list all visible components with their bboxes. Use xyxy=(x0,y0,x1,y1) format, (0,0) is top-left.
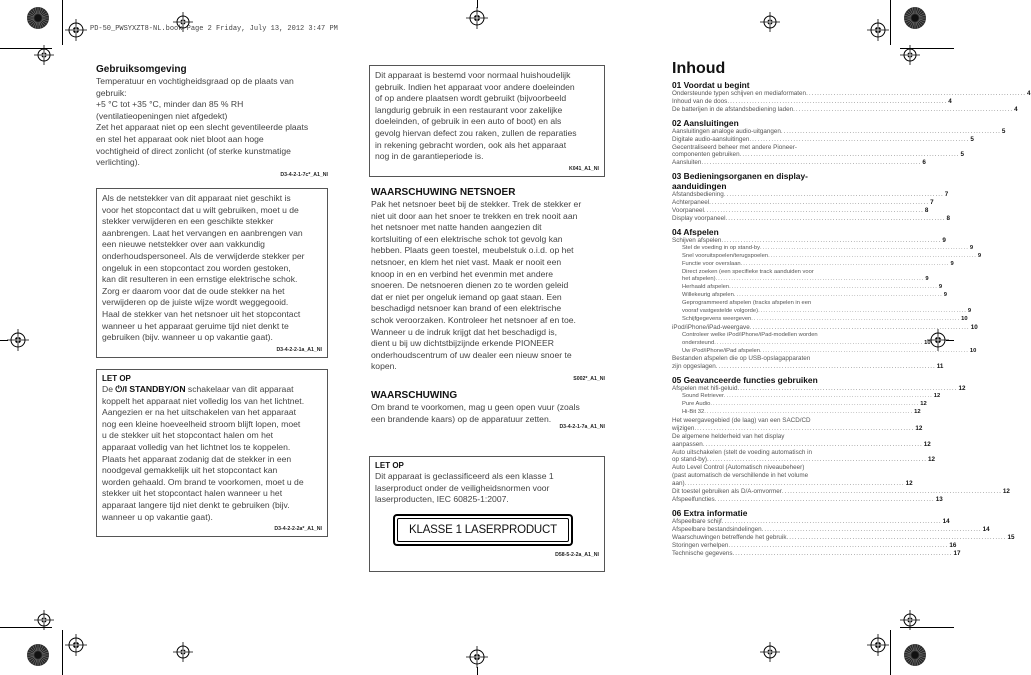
toc-entry-text: iPod/iPhone/iPad-weergave xyxy=(672,323,750,331)
registration-mark-icon xyxy=(867,19,889,41)
toc-leader-dots: ................................................................................ xyxy=(761,525,982,533)
toc-leader-dots: ................................................................................ xyxy=(702,440,923,448)
toc-leader-dots: ................................................................................ xyxy=(714,339,924,346)
laser-class-label xyxy=(393,514,573,546)
gebruiksomgeving-code: D3-4-2-1-7c*_A1_Nl xyxy=(280,171,328,178)
toc-entry-text: Schijfgegevens weergeven xyxy=(682,315,752,322)
toc-section-heading: 02 Aansluitingen xyxy=(672,117,739,128)
text-line: stekker uit het stopcontact halen wanneer u het xyxy=(102,488,283,499)
toc-entry[interactable] xyxy=(672,464,913,488)
toc-page-number: 9 xyxy=(950,260,954,267)
text-line: onderhoudscentrum of uw dealer een nieuw snoer te xyxy=(371,349,572,360)
text-line: apparaat langere tijd niet denkt te gebruiken (bijv. xyxy=(102,499,290,510)
text-line: ongeluk in een stopcontact zou worden gestoken, xyxy=(102,262,291,273)
toc-section-heading-cont: aanduidingen xyxy=(672,181,727,192)
toc-page-number: 10 xyxy=(924,339,931,346)
toc-leader-dots: ................................................................................ xyxy=(707,456,927,464)
toc-leader-dots: ................................................................................ xyxy=(727,97,948,105)
toc-entry[interactable] xyxy=(672,315,968,324)
toc-entry-text: Afspeelbare bestandsindelingen xyxy=(672,525,762,533)
toc-section-heading: 01 Voordat u begint xyxy=(672,80,750,90)
toc-section-heading: 03 Bedieningsorganen en display- xyxy=(672,171,808,182)
crop-line xyxy=(62,630,63,675)
toc-entry-text: Dit toestel gebruiken als D/A-omvormer xyxy=(672,488,782,496)
toc-entry[interactable] xyxy=(672,260,954,269)
toc-entry-text-start: Auto uitschakelen (stelt de voeding automatisch in xyxy=(672,448,813,456)
toc-entry-text: op stand-by) xyxy=(672,456,708,464)
toc-entry-text: De batterijen in de afstandsbediening laden xyxy=(672,105,794,113)
toc-page-number: 12 xyxy=(1002,488,1010,496)
toc-leader-dots: ................................................................................ xyxy=(723,191,944,199)
toc-entry[interactable] xyxy=(672,127,1006,136)
toc-page-number: 5 xyxy=(970,135,974,143)
toc-leader-dots: ................................................................................ xyxy=(739,151,960,159)
text-line: wanneer u op vakantie gaat). xyxy=(102,511,213,522)
text-line: doeleinden, of gebruik in een auto of boot) en als xyxy=(375,116,562,127)
toc-page-number: 6 xyxy=(922,159,926,167)
crop-line xyxy=(477,667,478,675)
power-icon: ⏻ xyxy=(115,384,123,394)
toc-page-number: 14 xyxy=(982,525,990,533)
standby-on-label: /I STANDBY/ON xyxy=(122,384,186,394)
toc-page-number: 5 xyxy=(1001,127,1006,135)
crop-line xyxy=(0,340,8,341)
text-line: gebruik: xyxy=(96,87,127,98)
text-line: u de stekker uit het stopcontact halen om het xyxy=(102,430,274,441)
toc-page-number: 12 xyxy=(933,393,941,400)
toc-leader-dots: ................................................................................ xyxy=(737,385,958,393)
toc-leader-dots: ................................................................................ xyxy=(684,480,905,488)
text-line: voor het stopcontact dat u wilt gebruiken, moet u de xyxy=(102,204,299,215)
toc-entry[interactable] xyxy=(672,244,974,253)
text-line: Zorg er daarom voor dat de oude stekker na het xyxy=(102,285,285,296)
toc-page-number: 12 xyxy=(958,385,966,393)
toc-leader-dots: ................................................................................ xyxy=(749,323,970,331)
toc-entry-text: Willekeurig afspelen xyxy=(682,292,734,299)
toc-entry[interactable] xyxy=(672,252,982,261)
toc-entry-text: Afspelen met hifi-geluid xyxy=(672,385,738,393)
registration-mark-icon xyxy=(466,646,488,668)
text-line: verlichting). xyxy=(96,157,140,168)
netsnoer-text xyxy=(371,199,605,373)
toc-entry-text-start: (past automatisch de verschillende in het volume xyxy=(672,472,809,480)
toc-entry-text: Voorpaneel xyxy=(672,207,704,215)
toc-entry-text: het afspelen) xyxy=(682,276,716,283)
toc-entry[interactable] xyxy=(672,401,927,409)
toc-entry[interactable] xyxy=(672,385,966,393)
netsnoer-section xyxy=(371,186,605,382)
toc-entry-text: zijn opgeslagen xyxy=(672,363,716,371)
toc-entry[interactable] xyxy=(672,143,965,160)
text-line: verwijderen op de juiste wijze wordt weggegooid. xyxy=(102,297,289,308)
toc-entry[interactable] xyxy=(672,409,921,417)
stekker-code: D3-4-2-2-1a_A1_Nl xyxy=(276,346,322,353)
toc-entry-text: vooraf vastgestelde volgorde) xyxy=(682,308,759,315)
toc-leader-dots: ................................................................................ xyxy=(721,236,942,244)
waarschuwing-heading: WAARSCHUWING xyxy=(371,390,458,401)
toc-page-number: 10 xyxy=(970,323,978,331)
letop-first-line xyxy=(102,384,322,396)
text-line: netsnoer, en klem het niet vast. Maak er nooit een xyxy=(371,256,562,267)
toc-leader-dots: ................................................................................ xyxy=(715,363,936,371)
toc-entry-text: wijzigen xyxy=(672,424,695,432)
letop-standby-box xyxy=(96,369,328,537)
toc-entry[interactable] xyxy=(672,135,974,144)
color-bar-icon xyxy=(27,644,49,666)
text-line: +5 °C tot +35 °C, minder dan 85 % RH xyxy=(96,99,244,110)
text-line: Wanneer u de indruk krijgt dat het beschadigd is, xyxy=(371,326,557,337)
crop-line xyxy=(900,48,954,49)
toc-entry[interactable] xyxy=(672,90,1031,98)
toc-page-number: 9 xyxy=(938,284,943,291)
text-line: Temperatuur en vochtigheidsgraad op de plaats van xyxy=(96,76,294,86)
waarschuwing-code: D3-4-2-1-7a_A1_Nl xyxy=(559,424,605,431)
toc-entry[interactable] xyxy=(672,292,947,300)
text-line: Aangezien er na het uitschakelen van het apparaat xyxy=(102,407,296,418)
registration-mark-icon xyxy=(65,634,87,656)
toc-entry-text: Schijven afspelen xyxy=(672,236,722,244)
toc-entry[interactable] xyxy=(672,191,949,199)
toc-leader-dots: ................................................................................ xyxy=(704,409,914,415)
text-line: worden gehaald. Om brand te voorkomen, moet u de xyxy=(102,476,304,487)
toc-page-number: 12 xyxy=(927,456,935,464)
letop-text xyxy=(102,396,322,524)
toc-page-number: 12 xyxy=(923,440,931,448)
text-line: in rekening gebracht worden, ook als het apparaat xyxy=(375,139,567,150)
toc-section-heading: 06 Extra informatie xyxy=(672,507,748,518)
toc-page-number: 9 xyxy=(977,252,982,259)
netsnoer-heading: WAARSCHUWING NETSNOER xyxy=(371,187,516,198)
toc-page-number: 14 xyxy=(942,517,950,525)
toc-entry[interactable] xyxy=(672,541,957,550)
toc-entry-text: componenten gebruiken xyxy=(672,151,740,159)
toc-page-number: 12 xyxy=(914,409,921,415)
toc-entry-text: Hi-Bit 32 xyxy=(682,409,705,415)
toc-leader-dots: ................................................................................ xyxy=(760,244,969,251)
text-line: dient u bij uw dichtstbijzijnde erkende PIONEER xyxy=(371,338,554,349)
toc-entry-text: Pure Audio xyxy=(682,401,711,408)
toc-entry-text-start: De algemene helderheid van het display xyxy=(672,432,785,440)
toc-entry-text: ondersteund xyxy=(682,339,715,346)
toc-page-number: 12 xyxy=(905,480,913,488)
toc-entry[interactable] xyxy=(672,448,935,465)
toc-entry-text: Afspeelfuncties xyxy=(672,495,715,503)
toc-leader-dots: ................................................................................ xyxy=(806,90,1027,97)
color-bar-icon xyxy=(904,644,926,666)
text-line: niet uit door aan het snoer te trekken en trek nooit aan xyxy=(371,210,578,221)
toc-leader-dots: ................................................................................ xyxy=(709,199,930,207)
text-line: hebben. Plaats geen toestel, meubelstuk o.i.d. op het xyxy=(371,245,574,256)
letop-code: D3-4-2-2-2a*_A1_Nl xyxy=(274,526,322,533)
toc-leader-dots: ................................................................................ xyxy=(768,252,977,259)
toc-leader-dots: ................................................................................ xyxy=(715,276,925,283)
toc-entry-text-start: Bestanden afspelen die op USB-opslagapparaten xyxy=(672,355,811,363)
toc-entry-text: Functie voor overslaan xyxy=(682,260,741,267)
text-line: (ventilatieopeningen niet afgedekt) xyxy=(96,110,228,121)
toc-entry[interactable] xyxy=(672,432,931,449)
text-line: aanbrengen. Laat het vervangen en aanbrengen van xyxy=(102,227,303,238)
toc-entry[interactable] xyxy=(672,331,931,348)
text-line: Om brand te voorkomen, mag u geen open vuur (zoals xyxy=(371,402,580,412)
crop-line xyxy=(477,0,478,8)
toc-leader-dots: ................................................................................ xyxy=(703,207,924,215)
toc-page-number: 15 xyxy=(1007,533,1015,541)
toc-entry-text-start: Controleer welke iPod/iPhone/iPad-modellen worden xyxy=(682,331,818,338)
toc-title: Inhoud xyxy=(672,60,726,77)
registration-mark-icon xyxy=(760,12,780,32)
toc-entry[interactable] xyxy=(672,525,990,534)
toc-leader-dots: ................................................................................ xyxy=(701,159,922,167)
text-line: Pak het netsnoer beet bij de stekker. Trek de stekker er xyxy=(371,199,582,209)
text-line: koppelt het apparaat niet volledig los van het lichtnet. xyxy=(102,395,305,406)
text-line: nog een kleine hoeveelheid stroom blijft lopen, moet xyxy=(102,418,301,429)
toc-entry-text-start: Het weergavegebied (de laag) van een SACD/CD xyxy=(672,416,811,424)
text-line: apparaat volledig van het lichtnet los te koppelen. xyxy=(102,441,291,452)
crop-line xyxy=(946,340,954,341)
toc-page-number: 4 xyxy=(1014,105,1018,113)
toc xyxy=(672,60,1031,557)
toc-page-number: 10 xyxy=(961,315,968,322)
toc-entry-text: Technische gegevens xyxy=(672,549,733,557)
toc-entry[interactable] xyxy=(672,393,941,401)
toc-entry-text-start: Auto Level Control (Automatisch niveaubeheer) xyxy=(672,464,805,472)
crop-line xyxy=(62,0,63,45)
toc-leader-dots: ................................................................................ xyxy=(751,315,961,322)
toc-entry-text: aan) xyxy=(672,480,685,488)
toc-entry-text-start: Direct zoeken (een specifieke track aanduiden voor xyxy=(682,268,814,275)
text-line: of op andere plaatsen wordt gebruikt (bijvoorbeeld xyxy=(375,93,567,104)
crop-line xyxy=(0,48,52,49)
toc-page-number: 17 xyxy=(953,549,961,557)
toc-entry-text: Aansluiten xyxy=(672,159,702,167)
text-line: laserproducten, IEC 60825-1:2007. xyxy=(375,494,509,505)
laser-class-text: KLASSE 1 LASERPRODUCT xyxy=(397,518,569,542)
toc-entry[interactable] xyxy=(672,207,929,215)
toc-page-number: 12 xyxy=(920,401,927,408)
text-line: noodgeval gemakkelijk uit het stopcontact kan xyxy=(102,465,278,476)
crop-line xyxy=(900,627,954,628)
letop-title: LET OP xyxy=(102,374,131,383)
toc-leader-dots: ................................................................................ xyxy=(758,308,967,315)
toc-page-number: 9 xyxy=(943,292,947,299)
text-line: knoop in en en verbind het evenmin met andere xyxy=(371,268,554,279)
text-line: kan dit resulteren in een ernstige elektrische schok. xyxy=(102,274,298,285)
toc-entry[interactable] xyxy=(672,268,929,285)
toc-page-number: 9 xyxy=(967,308,972,315)
laser-title: LET OP xyxy=(375,461,404,470)
toc-leader-dots: ................................................................................ xyxy=(723,393,933,400)
toc-page-number: 10 xyxy=(969,347,977,354)
toc-body xyxy=(672,80,1031,557)
toc-entry-text: Afstandsbediening xyxy=(672,191,724,199)
toc-entry[interactable] xyxy=(672,517,950,526)
toc-leader-dots: ................................................................................ xyxy=(732,549,953,557)
book-header: PD-50_PWSYXZT8-NL.book Page 2 Friday, July 13, 2012 3:47 PM xyxy=(90,25,338,33)
left-column xyxy=(96,64,328,178)
text-line: het netsnoer met natte handen aangezien dit xyxy=(371,222,542,233)
toc-leader-dots: ................................................................................ xyxy=(780,127,1001,135)
laser-text xyxy=(375,471,599,506)
toc-page-number: 9 xyxy=(942,236,946,244)
toc-leader-dots: ................................................................................ xyxy=(793,105,1014,113)
laser-code: D58-5-2-2a_A1_Nl xyxy=(555,551,599,558)
toc-leader-dots: ................................................................................ xyxy=(781,488,1002,496)
gebruiksomgeving-heading: Gebruiksomgeving xyxy=(96,64,187,75)
text-line: onderhoudspersoneel. Als de verwijderde stekker per xyxy=(102,250,305,261)
toc-page-number: 9 xyxy=(969,244,974,251)
text-line: nog in de garantieperiode is. xyxy=(375,151,484,162)
toc-entry[interactable] xyxy=(672,284,943,292)
toc-page-number: 7 xyxy=(930,199,934,207)
text-line: Zet het apparaat niet op een slecht geventileerde plaats xyxy=(96,122,309,133)
crop-line xyxy=(0,627,52,628)
toc-leader-dots: ................................................................................ xyxy=(749,135,970,143)
toc-leader-dots: ................................................................................ xyxy=(728,541,949,549)
text-line: wanneer u het apparaat geruime tijd niet denkt te xyxy=(102,320,289,331)
text-line: gebruik. Indien het apparaat voor andere doeleinden xyxy=(375,81,575,92)
toc-entry[interactable] xyxy=(672,488,1010,496)
toc-entry-text-start: Geprogrammeerd afspelen (tracks afspelen in een xyxy=(682,300,812,307)
crop-line xyxy=(890,630,891,675)
text-line: gebruiken (bijv. wanneer u op vakantie gaat). xyxy=(102,332,273,343)
toc-leader-dots: ................................................................................ xyxy=(725,214,946,222)
toc-entry-text: Sound Retriever xyxy=(682,393,724,400)
toc-leader-dots: ................................................................................ xyxy=(729,284,938,291)
toc-leader-dots: ................................................................................ xyxy=(786,533,1007,541)
toc-section-heading: 05 Geavanceerde functies gebruiken xyxy=(672,375,818,386)
toc-entry-text: Herhaald afspelen xyxy=(682,284,730,291)
registration-mark-icon xyxy=(760,642,780,662)
toc-page-number: 8 xyxy=(924,207,929,215)
toc-entry-text: Ondersteunde typen schijven en mediaformaten xyxy=(672,90,807,97)
bestemd-box xyxy=(369,65,605,177)
toc-entry-text: Aansluitingen analoge audio-uitgangen xyxy=(672,127,781,135)
text-line: een nieuwe netstekker over aan vakkundig xyxy=(102,239,265,250)
waarschuwing-text xyxy=(371,402,605,425)
text-line: dat er niet per ongeluk iemand op gaat staan. Een xyxy=(371,291,562,302)
netsnoer-code: S002*_A1_Nl xyxy=(573,375,605,382)
toc-entry[interactable] xyxy=(672,199,934,207)
toc-entry-text: Afspeelbare schijf xyxy=(672,517,722,525)
text-line: Dit apparaat is geclassificeerd als een klasse 1 xyxy=(375,471,554,481)
letop-first-pre: De xyxy=(102,384,116,394)
toc-entry[interactable] xyxy=(672,300,972,316)
toc-page-number: 4 xyxy=(1027,90,1031,97)
toc-entry-text: Stel de voeding in op stand-by xyxy=(682,244,760,251)
color-bar-icon xyxy=(27,7,49,29)
toc-entry[interactable] xyxy=(672,549,961,558)
text-line: stekker verwijderen en een geschikte stekker xyxy=(102,216,274,227)
toc-entry-text: Digitale audio-aansluitingen xyxy=(672,135,750,143)
toc-entry[interactable] xyxy=(672,355,944,371)
text-line: Als de netstekker van dit apparaat niet geschikt is xyxy=(102,193,291,203)
toc-page-number: 5 xyxy=(960,151,965,159)
text-line: Haal de stekker van het netsnoer uit het stopcontact xyxy=(102,308,301,319)
toc-entry[interactable] xyxy=(672,105,1018,114)
stekker-box xyxy=(96,188,328,358)
registration-mark-icon xyxy=(173,12,193,32)
text-line: en stel het apparaat ook niet bloot aan hoge xyxy=(96,133,264,144)
waarschuwing-section xyxy=(371,389,605,430)
registration-mark-icon xyxy=(65,19,87,41)
toc-leader-dots: ................................................................................ xyxy=(694,424,915,432)
bestemd-code: K041_A1_Nl xyxy=(569,165,599,172)
toc-entry-text: Snel vooruitspoelen/terugspoelen xyxy=(682,252,769,259)
toc-entry[interactable] xyxy=(672,416,923,433)
toc-entry[interactable] xyxy=(672,236,946,245)
bestemd-text xyxy=(375,70,599,163)
text-line: kortsluiting of een elektrische schok tot gevolg kan xyxy=(371,233,563,244)
stekker-text xyxy=(102,193,322,344)
registration-mark-icon xyxy=(867,634,889,656)
toc-entry[interactable] xyxy=(672,533,1015,542)
toc-entry-text: Display voorpaneel xyxy=(672,214,726,222)
toc-entry[interactable] xyxy=(672,214,951,223)
text-line: schok veroorzaken. Kontroleer het netsnoer af en toe. xyxy=(371,314,576,325)
toc-page-number: 9 xyxy=(925,276,929,283)
text-line: laserproduct onder de veiligheidsnormen voor xyxy=(375,482,550,493)
toc-entry-text: aanpassen xyxy=(672,440,703,448)
toc-page-number: 7 xyxy=(944,191,949,199)
toc-leader-dots: ................................................................................ xyxy=(733,292,943,299)
text-line: Plaats het apparaat zodanig dat de stekker in een xyxy=(102,453,292,464)
text-line: snoeren. De netsnoeren dienen zo te worden geleid xyxy=(371,280,569,291)
toc-entry[interactable] xyxy=(672,323,978,332)
toc-entry-text: Storingen verhelpen xyxy=(672,541,729,549)
toc-entry-text: Uw iPod/iPhone/iPad afspelen xyxy=(682,347,760,354)
toc-entry-text-start: Gecentraliseerd beheer met andere Pioneer- xyxy=(672,143,797,151)
toc-entry-text: Waarschuwingen betreffende het gebruik xyxy=(672,533,787,541)
toc-page-number: 12 xyxy=(915,424,923,432)
registration-mark-icon xyxy=(466,7,488,29)
crop-line xyxy=(890,0,891,45)
text-line: vochtigheid of direct zonlicht (of sterke kunstmatige xyxy=(96,145,291,156)
toc-leader-dots: ................................................................................ xyxy=(721,517,942,525)
toc-leader-dots: ................................................................................ xyxy=(710,401,920,408)
laser-box xyxy=(369,456,605,572)
toc-entry[interactable] xyxy=(672,159,926,167)
toc-leader-dots: ................................................................................ xyxy=(760,347,969,354)
toc-leader-dots: ................................................................................ xyxy=(714,495,935,503)
toc-page-number: 11 xyxy=(936,363,944,371)
toc-entry[interactable] xyxy=(672,347,977,356)
registration-mark-icon xyxy=(173,642,193,662)
toc-page-number: 16 xyxy=(949,541,957,549)
toc-entry-text: Achterpaneel xyxy=(672,199,710,207)
toc-page-number: 13 xyxy=(935,495,943,503)
text-line: langdurig gebruik in een restaurant voor zakelijke xyxy=(375,104,563,115)
toc-page-number: 4 xyxy=(948,97,952,105)
text-line: beschadigd netsnoer kan brand of een elektrische xyxy=(371,303,562,314)
toc-entry[interactable] xyxy=(672,97,952,106)
text-line: een brandende kaars) op de apparatuur zetten. xyxy=(371,413,552,424)
text-line: kopen. xyxy=(371,361,397,372)
registration-mark-icon xyxy=(7,329,29,351)
toc-page-number: 8 xyxy=(946,214,951,222)
toc-entry-text: Inhoud van de doos xyxy=(672,97,728,105)
color-bar-icon xyxy=(904,7,926,29)
text-line: Dit apparaat is bestemd voor normaal huishoudelijk xyxy=(375,70,571,80)
toc-leader-dots: ................................................................................ xyxy=(740,260,950,267)
toc-entry[interactable] xyxy=(672,495,943,504)
letop-first-post: schakelaar van dit apparaat xyxy=(185,384,294,394)
toc-section-heading: 04 Afspelen xyxy=(672,226,719,237)
text-line: gevolg hiervan defect zou raken, zullen de reparaties xyxy=(375,127,577,138)
gebruiksomgeving-text xyxy=(96,76,328,169)
